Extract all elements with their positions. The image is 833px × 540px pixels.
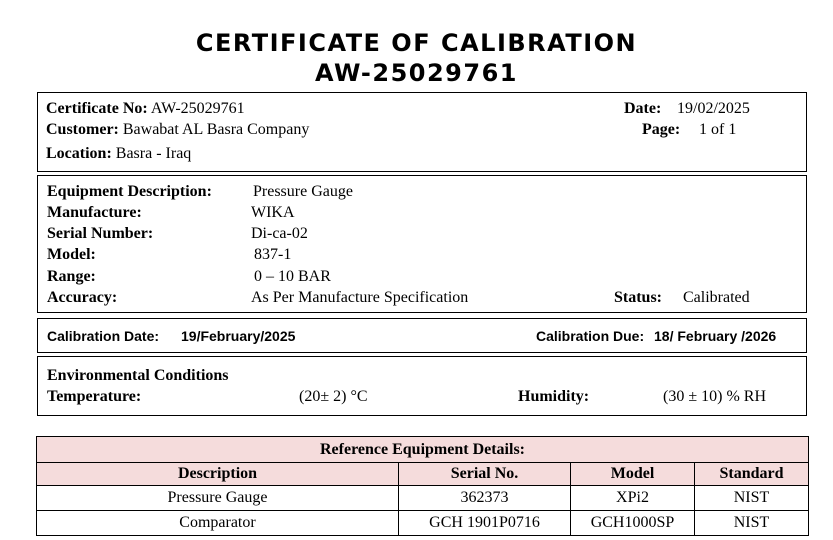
certificate-number-label: Certificate No:	[46, 100, 148, 117]
equipment-description-label: Equipment Description:	[47, 183, 212, 200]
serial-number-label: Serial Number:	[47, 225, 154, 242]
calibration-date-value: 19/February/2025	[181, 328, 296, 344]
manufacture-value: WIKA	[251, 204, 295, 221]
cell-standard: NIST	[695, 486, 809, 511]
date-label: Date:	[624, 100, 662, 117]
model-value: 837-1	[254, 246, 292, 263]
calibration-due-value: 18/ February /2026	[654, 328, 777, 344]
customer	[46, 120, 309, 140]
table-row	[37, 511, 809, 536]
status-value: Calibrated	[683, 289, 750, 306]
accuracy-label: Accuracy:	[47, 289, 118, 306]
page-label: Page:	[642, 121, 681, 138]
cell-standard: NIST	[695, 511, 809, 536]
calibration-due-label: Calibration Due:	[536, 328, 645, 344]
table-header-row	[37, 463, 809, 486]
model-label: Model:	[47, 246, 96, 263]
table-row	[37, 486, 809, 511]
column-header-standard: Standard	[695, 463, 809, 486]
cell-model: GCH1000SP	[571, 511, 695, 536]
calibration-date-label: Calibration Date:	[47, 328, 160, 344]
customer-label: Customer:	[46, 121, 119, 138]
page-value: 1 of 1	[699, 121, 737, 138]
serial-number-value: Di-ca-02	[251, 225, 308, 242]
date-value: 19/02/2025	[677, 100, 750, 117]
accuracy-value: As Per Manufacture Specification	[251, 289, 469, 306]
location-value: Basra - Iraq	[115, 145, 192, 162]
cell-model: XPi2	[571, 486, 695, 511]
temperature-label: Temperature:	[47, 388, 142, 405]
range-value: 0 – 10 BAR	[254, 268, 331, 285]
reference-equipment-table	[36, 436, 809, 536]
location-label: Location:	[46, 145, 112, 162]
customer-value: Bawabat AL Basra Company	[122, 121, 310, 138]
environmental-heading: Environmental Conditions	[47, 367, 229, 384]
location	[46, 144, 191, 164]
humidity-label: Humidity:	[518, 388, 590, 405]
certificate-number-title: AW-25029761	[315, 59, 518, 87]
status-label: Status:	[614, 289, 663, 306]
cell-description: Comparator	[37, 511, 399, 536]
cell-description: Pressure Gauge	[37, 486, 399, 511]
manufacture-label: Manufacture:	[47, 204, 142, 221]
certificate-title: CERTIFICATE OF CALIBRATION	[195, 29, 638, 57]
certificate-header-box	[37, 92, 807, 172]
cell-serial: GCH 1901P0716	[399, 511, 571, 536]
environmental-conditions-box	[37, 356, 807, 416]
column-header-model: Model	[571, 463, 695, 486]
equipment-box	[37, 175, 807, 313]
humidity-value: (30 ± 10) % RH	[663, 388, 766, 405]
certificate-number	[46, 99, 245, 119]
equipment-description-value: Pressure Gauge	[253, 183, 353, 200]
temperature-value: (20± 2) °C	[299, 388, 368, 405]
certificate-number-value: AW-25029761	[150, 100, 245, 117]
cell-serial: 362373	[399, 486, 571, 511]
reference-equipment-caption: Reference Equipment Details:	[37, 437, 809, 463]
column-header-serial: Serial No.	[399, 463, 571, 486]
calibration-dates-box	[37, 318, 807, 353]
range-label: Range:	[47, 268, 96, 285]
column-header-description: Description	[37, 463, 399, 486]
